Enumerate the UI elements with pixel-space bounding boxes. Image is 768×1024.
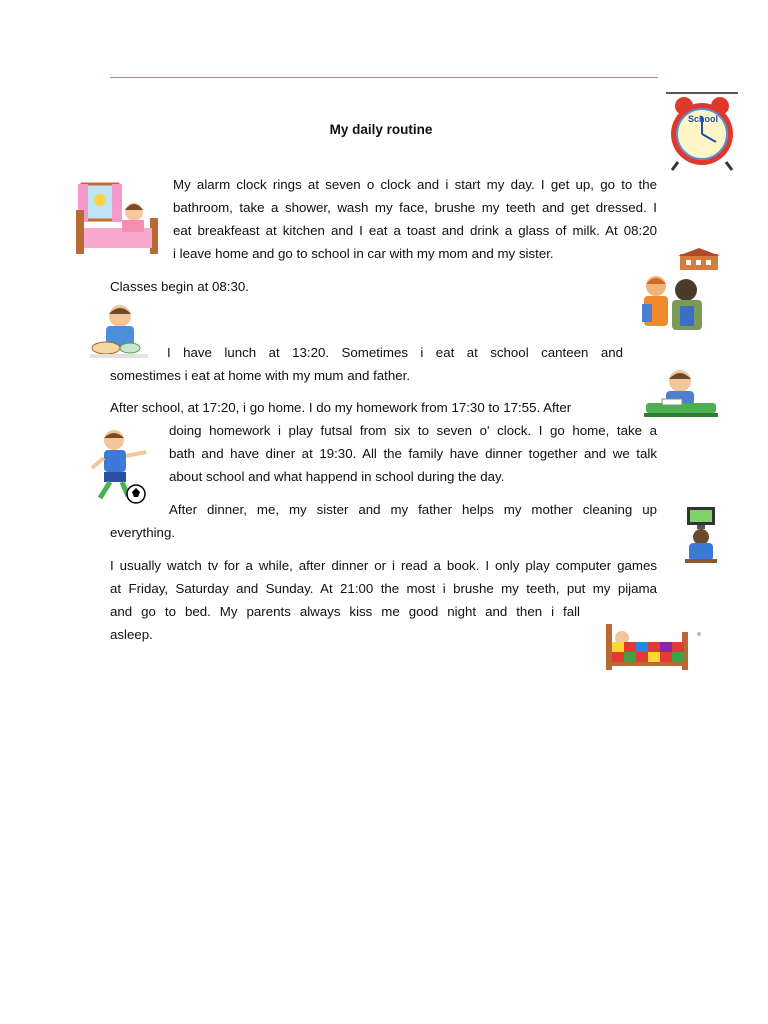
paragraph-after-school	[169, 419, 657, 488]
boy-playing-football-illustration	[88, 428, 152, 506]
text-line: i leave home and go to school in car with my mom and my sister.	[173, 246, 554, 261]
text-line: and go to bed. My parents always kiss me good night and then i fall	[110, 604, 580, 619]
clock-label: School	[688, 114, 719, 124]
page-title: My daily routine	[329, 122, 433, 137]
boy-doing-homework-illustration	[640, 367, 720, 419]
girl-in-bed-illustration	[74, 182, 160, 256]
paragraph-dinner	[110, 498, 657, 544]
text-line: at Friday, Saturday and Sunday. At 21:00 the most i brushe my teeth, put my pijama	[110, 581, 657, 596]
text-line: asleep.	[110, 627, 153, 642]
child-sleeping-illustration	[604, 616, 704, 676]
text-line: about school and what happend in school during the day.	[169, 469, 505, 484]
paragraph-morning	[173, 173, 657, 265]
kid-at-computer-illustration	[683, 505, 719, 565]
text-line: somestimes i eat at home with my mum and father.	[110, 368, 411, 383]
header-rule	[110, 77, 658, 78]
paragraph-after-school-first	[110, 396, 571, 419]
text-line: My alarm clock rings at seven o clock and i start my day. I get up, go to the	[173, 177, 657, 192]
text-line: I usually watch tv for a while, after dinner or i read a book. I only play computer games	[110, 558, 657, 573]
boy-eating-lunch-illustration	[88, 302, 152, 360]
text-line: Classes begin at 08:30.	[110, 279, 249, 294]
text-line: I have lunch at 13:20. Sometimes i eat at school canteen and	[167, 345, 623, 360]
alarm-clock-illustration	[662, 90, 742, 172]
text-line: bath and have diner at 19:30. All the family have dinner together and we talk	[169, 446, 657, 461]
text-line: bathroom, take a shower, wash my face, brushe my teeth and get dressed. I	[173, 200, 657, 215]
text-line: doing homework i play futsal from six to seven o' clock. I go home, take a	[169, 423, 657, 438]
text-line: eat breakfeast at kitchen and I eat a toast and drink a glass of milk. At 08:20	[173, 223, 657, 238]
paragraph-lunch	[110, 341, 623, 387]
text-line: After school, at 17:20, i go home. I do my homework from 17:30 to 17:55. After	[110, 400, 572, 415]
paragraph-evening	[110, 554, 657, 646]
kids-going-to-school-illustration	[640, 248, 722, 334]
text-line: After dinner, me, my sister and my father helps my mother cleaning up	[169, 502, 657, 517]
paragraph-classes	[110, 275, 249, 298]
text-line: everything.	[110, 525, 176, 540]
